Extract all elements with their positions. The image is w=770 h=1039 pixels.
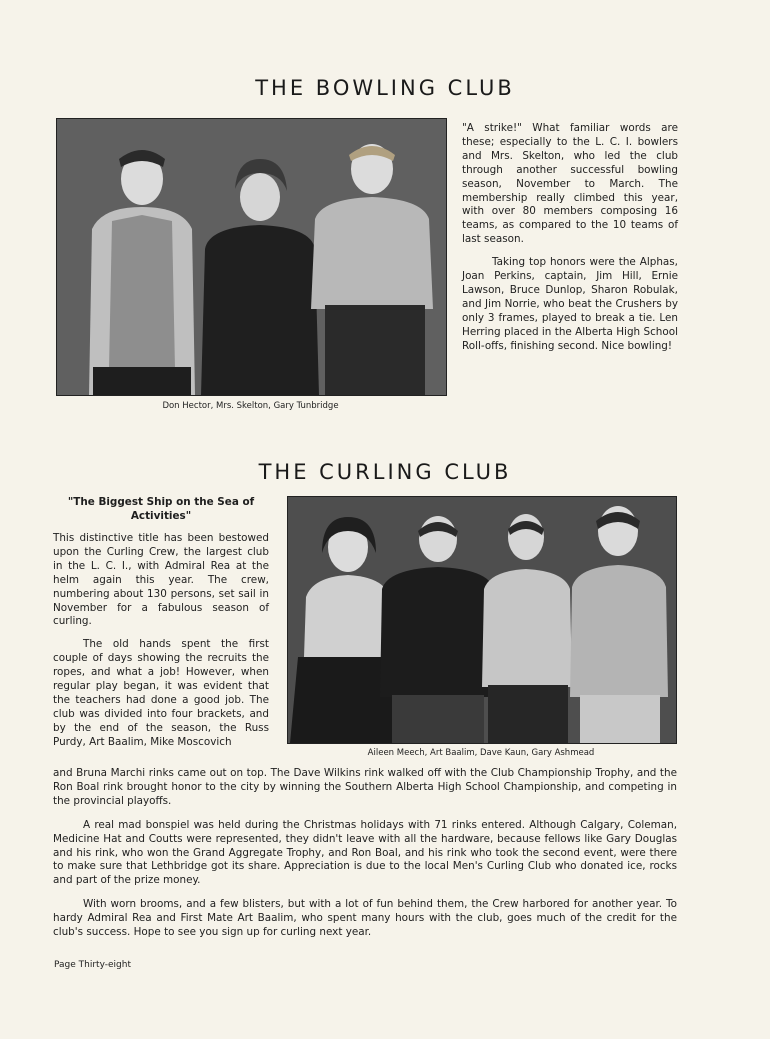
curling-club-photo <box>287 496 677 744</box>
curling-paragraph: The old hands spent the first couple of days showing the recruits the ropes, and what a job! However, when regular play began, it was evident that the teachers had done a good job. The club was divided into four brackets, and by the end of the season, the Russ Purdy, Art Baalim, Mike Moscovich <box>53 638 269 748</box>
page-number: Page Thirty-eight <box>54 960 131 970</box>
bowling-club-photo <box>56 118 447 396</box>
bowling-paragraph: Taking top honors were the Alphas, Joan Perkins, captain, Jim Hill, Ernie Lawson, Bruce Dunlop, Sharon Robulak, and Jim Norrie, who beat the Crushers by only 3 frames, played to break a tie. Len Herring placed in the Alberta High School Roll-offs, finishing second. Nice bowling! <box>462 256 678 352</box>
curling-paragraph: This distinctive title has been bestowed upon the Curling Crew, the largest club in the L. C. I., with Admiral Rea at the helm again this year. The crew, numbering about 130 persons, set sail in November for a fabulous season of curling. <box>53 532 269 628</box>
curling-photo-caption: Aileen Meech, Art Baalim, Dave Kaun, Gary Ashmead <box>367 748 595 758</box>
curling-article-left <box>53 496 269 750</box>
curling-paragraph: With worn brooms, and a few blisters, but with a lot of fun behind them, the Crew harbored for another year. To hardy Admiral Rea and First Mate Art Baalim, who spent many hours with the club, goes much of the credit for the club's success. Hope to see you sign up for curling next year. <box>53 898 677 939</box>
curling-subtitle: "The Biggest Ship on the Sea of Activities" <box>67 496 255 522</box>
curling-article-full <box>53 767 677 950</box>
bowling-photo-caption: Don Hector, Mrs. Skelton, Gary Tunbridge <box>162 401 339 411</box>
curling-paragraph: A real mad bonspiel was held during the Christmas holidays with 71 rinks entered. Although Calgary, Coleman, Medicine Hat and Coutts were represented, they didn't leave with all the hardware, because fellows like Gary Douglas and his rink, who won the Grand Aggregate Trophy, and Ron Boal, and his rink who took the second event, were there to make sure that Lethbridge got its share. Appreciation is due to the local Men's Curling Club who donated ice, rocks and part of the prize money. <box>53 818 677 887</box>
curling-paragraph: and Bruna Marchi rinks came out on top. The Dave Wilkins rink walked off with the Club Championship Trophy, and the Ron Boal rink brought honor to the city by winning the Southern Alberta High School Championship, and competing in the provincial playoffs. <box>53 767 677 807</box>
bowling-paragraph: "A strike!" What familiar words are these; especially to the L. C. I. bowlers and Mrs. Skelton, who led the club through another successful bowling season, November to March. The membership really climbed this year, with over 80 members composing 16 teams, as compared to the 10 teams of last season. <box>462 122 678 246</box>
bowling-club-title: THE BOWLING CLUB <box>255 76 515 100</box>
curling-club-title: THE CURLING CLUB <box>258 460 512 484</box>
bowling-article <box>462 122 678 363</box>
